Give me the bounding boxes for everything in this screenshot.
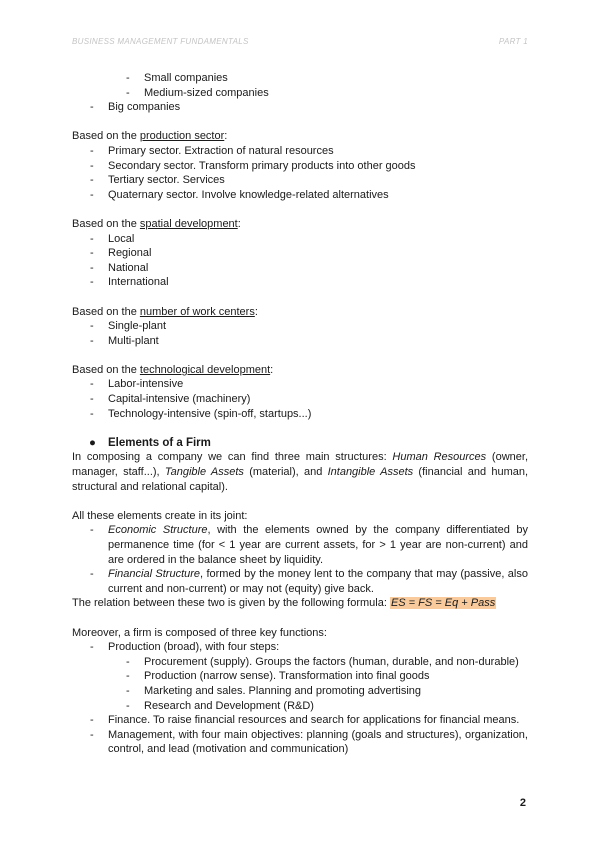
- formula-line: The relation between these two is given by the following formula: ES = FS = Eq + Pass: [72, 597, 496, 610]
- list-item: - Production (narrow sense). Transformation into final goods: [126, 670, 430, 683]
- list-item: - Marketing and sales. Planning and promoting advertising: [126, 684, 421, 697]
- header-title: BUSINESS MANAGEMENT FUNDAMENTALS: [72, 37, 249, 46]
- work-centers-intro: Based on the number of work centers:: [72, 305, 258, 318]
- section-heading: ● Elements of a Firm: [89, 436, 211, 449]
- list-item: - International: [90, 276, 169, 289]
- list-item: - Small companies: [126, 72, 228, 84]
- spatial-term: spatial development: [139, 217, 238, 230]
- list-item: - National: [90, 261, 149, 274]
- list-item: - Quaternary sector. Involve knowledge-related alternatives: [90, 188, 389, 201]
- list-item: - Technology-intensive (spin-off, startups...): [90, 407, 312, 420]
- list-item: - Secondary sector. Transform primary products into other goods: [90, 159, 416, 172]
- paragraph: All these elements create in its joint:: [72, 509, 248, 522]
- header-part: PART 1: [498, 37, 528, 46]
- list-item: - Research and Development (R&D): [126, 699, 314, 712]
- list-item: - Management, with four main objectives: planning (goals and structures), organization, control, and lead (motivation and communication): [90, 728, 528, 756]
- list-item: - Financial Structure, formed by the money lent to the company that may (passive, also current and non-current) or may not (equity) give back.: [90, 568, 528, 595]
- list-item: - Economic Structure, with the elements owned by the company differentiated by permanence time (for < 1 year are current assets, for > 1 year are non-current) and are ordered in the balance sheet by liquidity.: [90, 524, 528, 566]
- bullet-icon: ●: [89, 436, 96, 449]
- paragraph: In composing a company we can find three main structures: Human Resources (owner, manager, staff...), Tangible Assets (material), and Intangible Assets (financial and human, structural and relational capital).: [72, 451, 529, 493]
- list-item: - Tertiary sector. Services: [90, 174, 225, 187]
- list-item: - Big companies: [90, 101, 181, 114]
- list-item: - Labor-intensive: [90, 378, 184, 391]
- production-sector-intro: Based on the production sector:: [72, 130, 228, 143]
- list-item: - Primary sector. Extraction of natural resources: [90, 144, 334, 157]
- technological-term: technological development: [139, 363, 271, 376]
- list-item: - Multi-plant: [90, 334, 159, 347]
- spatial-intro: Based on the spatial development:: [72, 217, 241, 230]
- list-item: - Medium-sized companies: [126, 86, 269, 99]
- list-item: - Finance. To raise financial resources and search for applications for financial means.: [90, 714, 520, 727]
- formula-highlight: ES = FS = Eq + Pass: [390, 597, 496, 610]
- list-item: - Capital-intensive (machinery): [90, 393, 251, 406]
- list-item: - Production (broad), with four steps:: [90, 641, 280, 654]
- page-number: 2: [519, 797, 526, 809]
- work-centers-term: number of work centers: [139, 305, 255, 318]
- list-item: - Single-plant: [90, 320, 167, 333]
- list-item: - Procurement (supply). Groups the factors (human, durable, and non-durable): [126, 655, 519, 668]
- list-item: - Regional: [90, 247, 152, 260]
- technological-intro: Based on the technological development:: [72, 363, 274, 376]
- paragraph: Moreover, a firm is composed of three key functions:: [72, 626, 327, 639]
- document-body: [72, 71, 528, 757]
- list-item: - Local: [90, 232, 135, 245]
- production-sector-term: production sector: [139, 130, 225, 143]
